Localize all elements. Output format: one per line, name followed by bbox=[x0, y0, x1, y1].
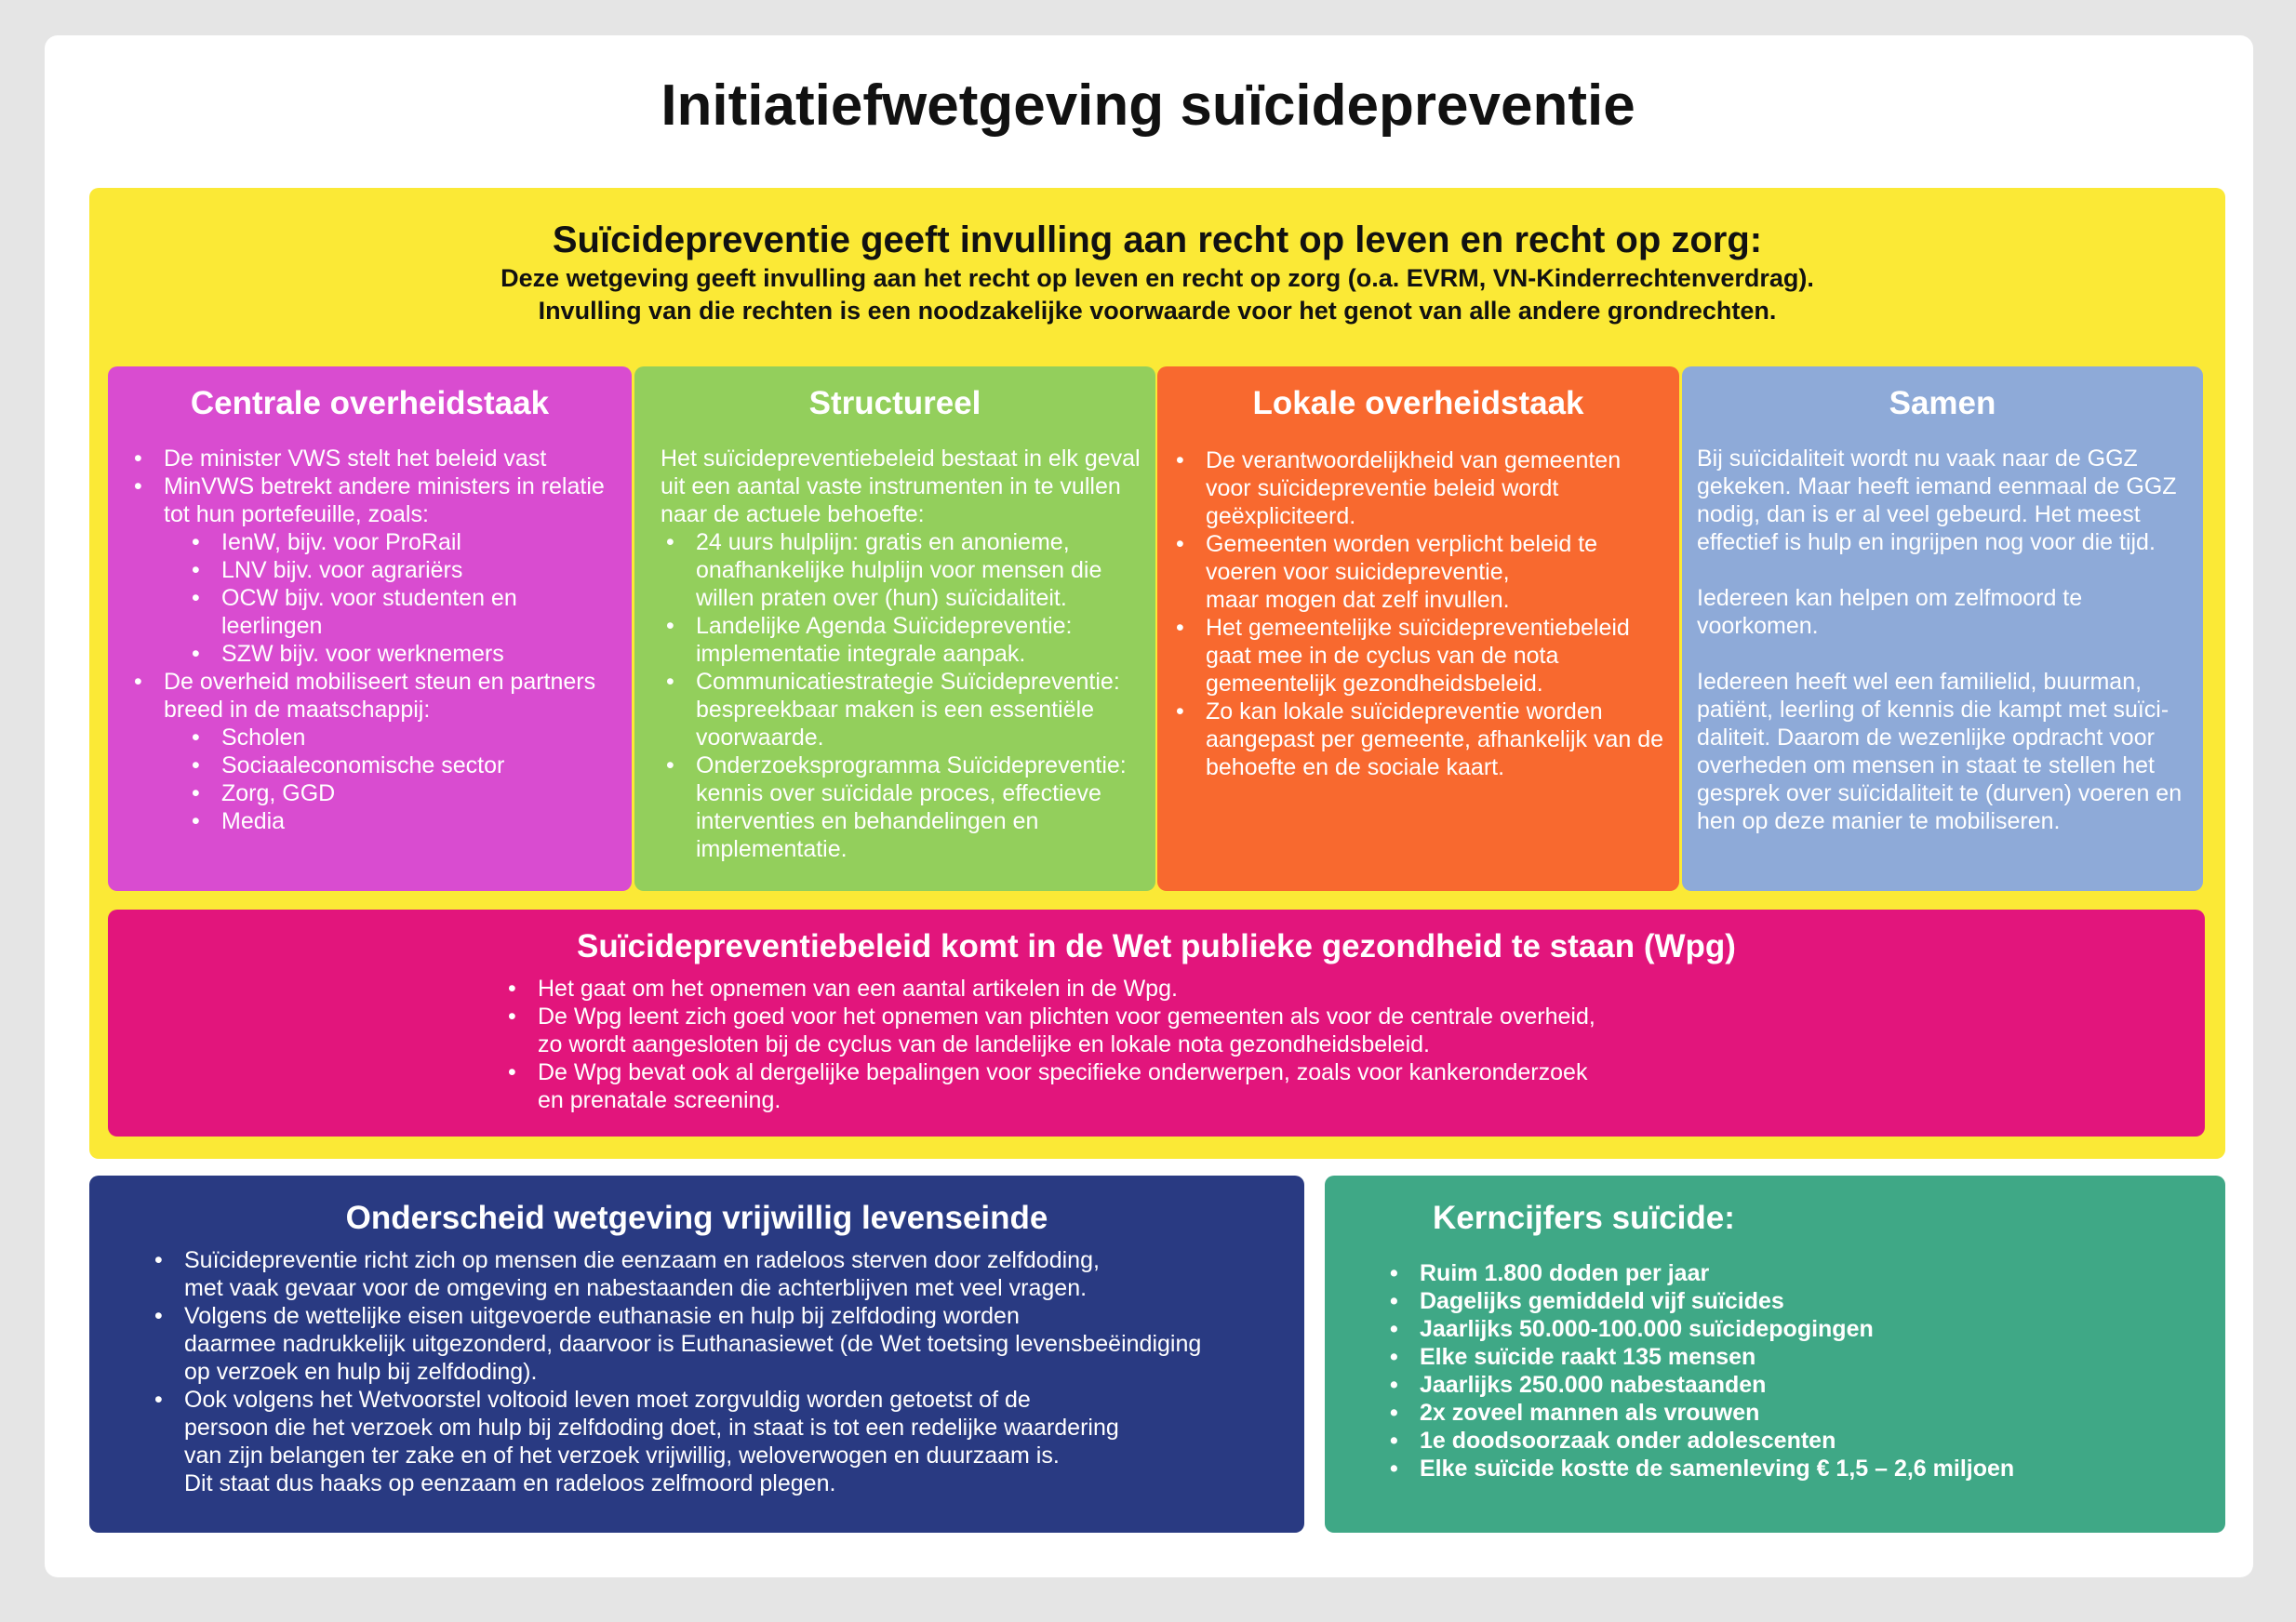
local-government-box bbox=[1157, 366, 1679, 891]
structural-title: Structureel bbox=[808, 385, 981, 421]
list-item: • Communicatiestrategie Suïcidepreventie: bespreekbaar maken is een essentiële voorwaarde. bbox=[661, 668, 1141, 751]
rights-line-1: Deze wetgeving geeft invulling aan het recht op leven en recht op zorg (o.a. EVRM, VN-Kinderrechtenverdrag). bbox=[501, 264, 1814, 292]
list-item: • Jaarlijks 50.000-100.000 suïcidepogingen bbox=[1384, 1315, 2207, 1343]
structural-box bbox=[634, 366, 1155, 891]
wpg-title: Suïcidepreventiebeleid komt in de Wet publieke gezondheid te staan (Wpg) bbox=[577, 928, 1736, 964]
list-item: • Het gaat om het opnemen van een aantal artikelen in de Wpg. bbox=[502, 975, 1926, 1003]
list-item: • Het gemeentelijke suïcidepreventiebeleid gaat mee in de cyclus van de nota gemeentelijk gezondheidsbeleid. bbox=[1170, 614, 1664, 698]
wpg-list bbox=[502, 975, 1926, 1114]
central-government-box bbox=[108, 366, 632, 891]
list-item: • 1e doodsoorzaak onder adolescenten bbox=[1384, 1427, 2207, 1455]
central-government-title: Centrale overheidstaak bbox=[190, 385, 550, 421]
list-sub-item: • Zorg, GGD bbox=[128, 779, 617, 807]
local-government-title: Lokale overheidstaak bbox=[1252, 385, 1584, 421]
list-item: • De minister VWS stelt het beleid vast bbox=[128, 445, 617, 472]
together-title: Samen bbox=[1889, 385, 1996, 421]
distinction-list bbox=[149, 1246, 1248, 1497]
together-paragraph-3: Iedereen heeft wel een familielid, buurman, patiënt, leerling of kennis die kampt met suïci-daliteit. Daarom de wezenlijke opdracht voor overheden om mensen in staat te stellen het gesprek over suïcidaliteit te (durven) voeren en hen op deze manier te mobiliseren. bbox=[1697, 669, 2183, 834]
local-government-list bbox=[1170, 446, 1664, 781]
list-item: • De Wpg bevat ook al dergelijke bepalingen voor specifieke onderwerpen, zoals voor kankeronderzoek en prenatale screening. bbox=[502, 1058, 1926, 1114]
central-government-list bbox=[128, 445, 617, 835]
list-item: • 24 uurs hulplijn: gratis en anonieme, onafhankelijke hulplijn voor mensen die willen praten over (hun) suïcidaliteit. bbox=[661, 528, 1141, 612]
list-sub-item: • Scholen bbox=[128, 724, 617, 751]
structural-intro: Het suïcidepreventiebeleid bestaat in elk geval uit een aantal vaste instrumenten in te vullen naar de actuele behoefte: bbox=[661, 445, 1141, 527]
distinction-title: Onderscheid wetgeving vrijwillig levenseinde bbox=[345, 1200, 1048, 1236]
rights-heading: Suïcidepreventie geeft invulling aan recht op leven en recht op zorg: bbox=[552, 219, 1763, 260]
together-paragraph-2: Iedereen kan helpen om zelfmoord te voorkomen. bbox=[1697, 585, 2083, 639]
list-item: • De overheid mobiliseert steun en partners breed in de maatschappij: bbox=[128, 668, 617, 724]
together-box bbox=[1682, 366, 2203, 891]
list-item: • Dagelijks gemiddeld vijf suïcides bbox=[1384, 1287, 2207, 1315]
page-title: Initiatiefwetgeving suïcidepreventie bbox=[661, 73, 1635, 138]
key-figures-box bbox=[1325, 1176, 2225, 1533]
list-sub-item: • IenW, bijv. voor ProRail bbox=[128, 528, 617, 556]
structural-list bbox=[661, 528, 1141, 863]
list-sub-item: • OCW bijv. voor studenten en leerlingen bbox=[128, 584, 617, 640]
list-sub-item: • LNV bijv. voor agrariërs bbox=[128, 556, 617, 584]
list-item: • Landelijke Agenda Suïcidepreventie: implementatie integrale aanpak. bbox=[661, 612, 1141, 668]
list-item: • Elke suïcide kostte de samenleving € 1,5 – 2,6 miljoen bbox=[1384, 1455, 2207, 1482]
distinction-box bbox=[89, 1176, 1304, 1533]
list-item: • 2x zoveel mannen als vrouwen bbox=[1384, 1399, 2207, 1427]
rights-header bbox=[89, 218, 2225, 327]
list-item: • Elke suïcide raakt 135 mensen bbox=[1384, 1343, 2207, 1371]
list-sub-item: • SZW bijv. voor werknemers bbox=[128, 640, 617, 668]
key-figures-list bbox=[1384, 1259, 2207, 1482]
wpg-box bbox=[108, 910, 2205, 1137]
list-sub-item: • Media bbox=[128, 807, 617, 835]
list-item: • De Wpg leent zich goed voor het opnemen van plichten voor gemeenten als voor de centrale overheid, zo wordt aangesloten bij de cyclus van de landelijke en lokale nota gezondheidsbeleid. bbox=[502, 1003, 1926, 1058]
list-item: • Onderzoeksprogramma Suïcidepreventie: kennis over suïcidale proces, effectieve interventies en behandelingen en implementatie. bbox=[661, 751, 1141, 863]
list-item: • Volgens de wettelijke eisen uitgevoerde euthanasie en hulp bij zelfdoding worden daarmee nadrukkelijk uitgezonderd, daarvoor is Euthanasiewet (de Wet toetsing levensbeëindiging op verzoek en hulp bij zelfdoding). bbox=[149, 1302, 1248, 1386]
list-item: • Jaarlijks 250.000 nabestaanden bbox=[1384, 1371, 2207, 1399]
list-sub-item: • Sociaaleconomische sector bbox=[128, 751, 617, 779]
list-item: • Ook volgens het Wetvoorstel voltooid leven moet zorgvuldig worden getoetst of de persoon die het verzoek om hulp bij zelfdoding doet, in staat is tot een redelijke waardering van zijn belangen ter zake en of het verzoek vrijwillig, weloverwogen en duurzaam is. Dit staat dus haaks op eenzaam en radeloos zelfmoord plegen. bbox=[149, 1386, 1248, 1497]
together-paragraph-1: Bij suïcidaliteit wordt nu vaak naar de GGZ gekeken. Maar heeft iemand eenmaal de GGZ nodig, dan is er al veel gebeurd. Het meest effectief is hulp en ingrijpen nog voor die tijd. bbox=[1697, 445, 2177, 555]
list-item: • Ruim 1.800 doden per jaar bbox=[1384, 1259, 2207, 1287]
list-item: • Suïcidepreventie richt zich op mensen die eenzaam en radeloos sterven door zelfdoding, met vaak gevaar voor de omgeving en nabestaanden die achterblijven met veel vragen. bbox=[149, 1246, 1248, 1302]
list-item: • Zo kan lokale suïcidepreventie worden aangepast per gemeente, afhankelijk van de behoefte en de sociale kaart. bbox=[1170, 698, 1664, 781]
rights-line-2: Invulling van die rechten is een noodzakelijke voorwaarde voor het genot van alle andere grondrechten. bbox=[538, 297, 1777, 325]
key-figures-title: Kerncijfers suïcide: bbox=[1433, 1200, 1735, 1236]
list-item: • De verantwoordelijkheid van gemeenten voor suïcidepreventie beleid wordt geëxpliciteerd. bbox=[1170, 446, 1664, 530]
list-item: • MinVWS betrekt andere ministers in relatie tot hun portefeuille, zoals: bbox=[128, 472, 617, 528]
list-item: • Gemeenten worden verplicht beleid te voeren voor suicidepreventie, maar mogen dat zelf invullen. bbox=[1170, 530, 1664, 614]
